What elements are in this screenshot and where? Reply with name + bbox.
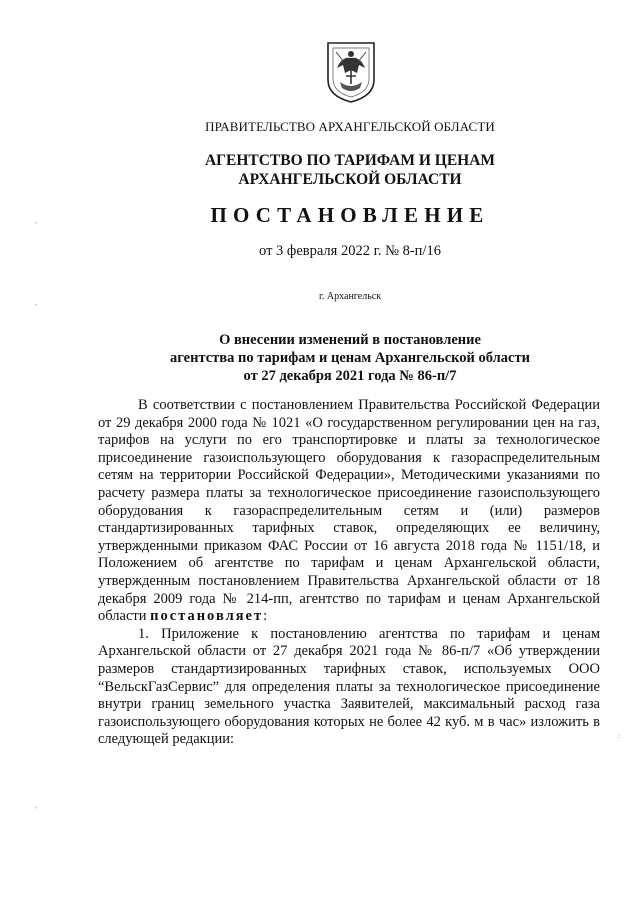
document-city: г. Архангельск <box>318 291 382 302</box>
coat-of-arms-icon <box>324 40 378 104</box>
document-type: ПОСТАНОВЛЕНИЕ <box>210 203 490 227</box>
margin-mark: , <box>35 218 37 225</box>
margin-mark: : <box>618 733 621 740</box>
preamble-text: В соответствии с постановлением Правительства Российской Федерации от 29 декабря 2000 года № 1021 «О государственном регулировании цен на газ, тарифов на услуги по его транспортировке и платы за технологическое присоединение газоиспользующего оборудования к газораспределительным сетям на территории Российской Федерации», Методическими указаниями по расчету размера платы за технологическое присоединение газоиспользующего оборудования к газораспределительным сетям и (или) размеров стандартизированных тарифных ставок, определяющих ее величину, утвержденными приказом ФАС России от 16 августа 2018 года № 1151/18, и Положением об агентстве по тарифам и ценам Архангельской области, утвержденным постановлением Правительства Архангельской области от 18 декабря 2009 года № 214-пп, агентство по тарифам и ценам Архангельской области <box>98 397 600 625</box>
agency-name-line-1: АГЕНТСТВО ПО ТАРИФАМ И ЦЕНАМ <box>204 152 496 169</box>
subject-line-2: агентства по тарифам и ценам Архангельской области <box>170 350 530 366</box>
preamble-punctuation: : <box>263 608 268 625</box>
document-date-number: от 3 февраля 2022 г. № 8-п/16 <box>259 243 441 259</box>
agency-name <box>100 151 600 189</box>
document-subject <box>100 331 600 385</box>
agency-name-line-2: АРХАНГЕЛЬСКОЙ ОБЛАСТИ <box>238 171 462 188</box>
document-body <box>98 397 600 749</box>
body-paragraph-preamble <box>98 397 600 626</box>
body-paragraph-item-1: 1. Приложение к постановлению агентства по тарифам и ценам Архангельской области от 27 декабря 2021 года № 86-п/7 «Об утверждении размеров стандартизированных тарифных ставок, используемых ООО “ВельскГазСервис” для определения платы за технологическое присоединение внутри границ земельного участка Заявителей, максимальный расход газа газоиспользующего оборудования которых не более 42 куб. м в час» изложить в следующей редакции: <box>98 625 600 748</box>
margin-mark: , <box>35 300 37 307</box>
margin-mark: , <box>35 803 37 810</box>
subject-line-3: от 27 декабря 2021 года № 86-п/7 <box>243 368 457 384</box>
subject-line-1: О внесении изменений в постановление <box>219 332 481 348</box>
government-name: ПРАВИТЕЛЬСТВО АРХАНГЕЛЬСКОЙ ОБЛАСТИ <box>205 119 495 134</box>
resolution-keyword: постановляет <box>150 608 264 625</box>
